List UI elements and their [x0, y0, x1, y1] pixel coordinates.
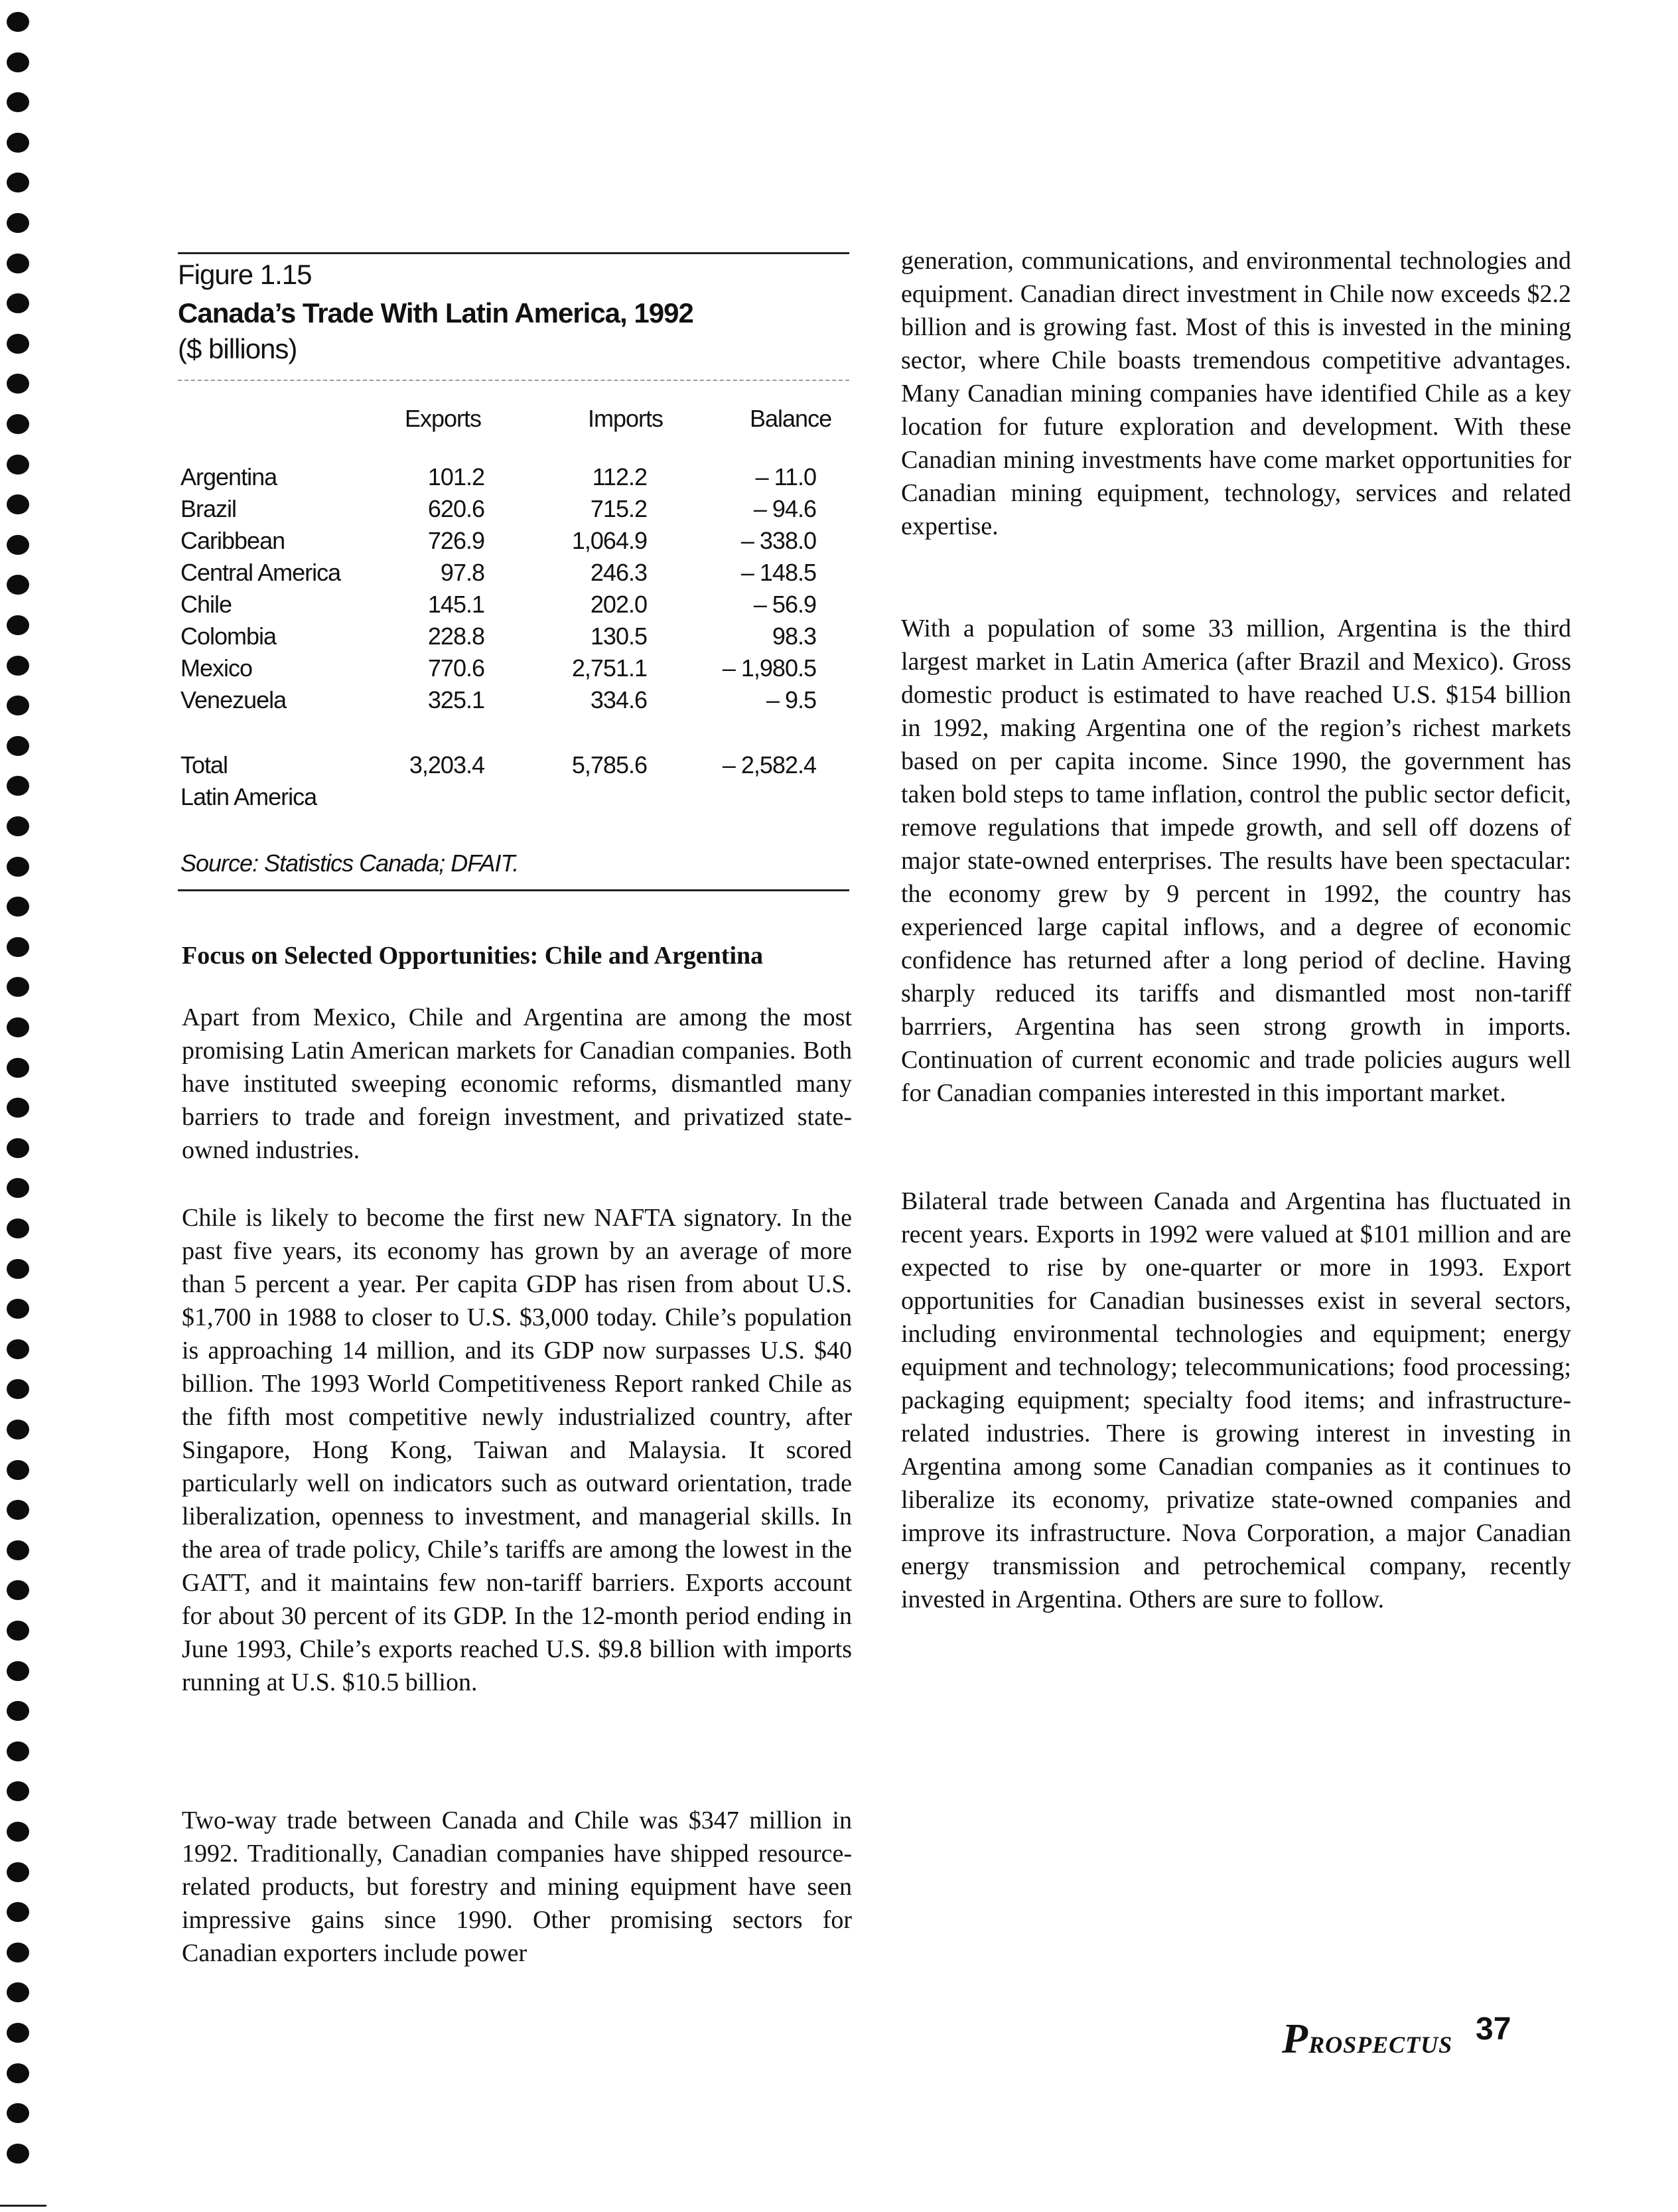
row-exports: 325.1 — [427, 686, 484, 713]
row-exports: 97.8 — [440, 559, 484, 586]
row-balance: – 1,980.5 — [722, 654, 816, 682]
figure-units: ($ billions) — [178, 333, 297, 364]
binding-hole — [7, 1943, 29, 1962]
binding-hole — [7, 12, 29, 32]
binding-hole — [7, 736, 29, 756]
binding-hole — [7, 213, 29, 233]
row-name: Venezuela — [180, 686, 287, 713]
binding-hole — [7, 2103, 29, 2123]
binding-hole — [7, 374, 29, 394]
row-name: Chile — [180, 591, 232, 618]
binding-hole — [7, 1379, 29, 1399]
binding-hole — [7, 1661, 29, 1681]
figure-source: Source: Statistics Canada; DFAIT. — [180, 849, 519, 877]
figure-bottom-rule — [178, 889, 849, 891]
row-exports: 101.2 — [427, 463, 484, 490]
binding-hole — [7, 656, 29, 676]
paragraph-canada-argentina-trade: Bilateral trade between Canada and Argentina has fluctuated in recent years. Exports in 1992 were valued at $101 million and are expected to rise by one-quarter or more in 1993. Export opportunities for Canadian businesses exist in several sectors, including environmental technologies and equipment; energy equipment and technology; telecommunications; food processing; packaging equipment; specialty food items; and infrastructure-related industries. There is growing interest in investing in Argentina among some Canadian companies as it continues to liberalize its economy, privatize state-owned companies and improve its infrastructure. Nova Corporation, a major Canadian energy transmission and petrochemical company, recently invested in Argentina. Others are sure to follow. — [901, 1187, 1571, 1613]
binding-hole — [7, 1017, 29, 1037]
row-name: Brazil — [180, 495, 237, 522]
binding-hole — [7, 293, 29, 313]
binding-hole — [7, 776, 29, 796]
row-name: Argentina — [180, 463, 277, 490]
column-header-exports: Exports — [405, 405, 482, 432]
total-balance: – 2,582.4 — [722, 751, 816, 778]
binding-hole — [7, 1299, 29, 1319]
row-imports: 715.2 — [590, 495, 647, 522]
binding-hole — [7, 1098, 29, 1118]
binding-hole — [7, 1580, 29, 1600]
row-balance: – 9.5 — [766, 686, 816, 713]
binding-hole — [7, 816, 29, 836]
binding-hole — [7, 1420, 29, 1439]
binding-hole — [7, 1902, 29, 1922]
binding-hole — [7, 1862, 29, 1882]
row-name: Colombia — [180, 623, 277, 650]
row-balance: – 338.0 — [740, 527, 816, 554]
row-balance: – 94.6 — [753, 495, 816, 522]
paragraph-chile-investment: generation, communications, and environmental technologies and equipment. Canadian direct investment in Chile now exceeds $2.2 billion and is growing fast. Most of this is invested in the mining sector, where Chile boasts tremendous competitive advantages. Many Canadian mining companies have identified Chile as a key location for future exploration and development. With these Canadian mining investments have come market opportunities for Canadian mining equipment, technology, services and related expertise. — [901, 247, 1571, 540]
binding-hole — [7, 857, 29, 877]
figure-title: Canada’s Trade With Latin America, 1992 — [178, 297, 693, 329]
logo-rest: ROSPECTUS — [1308, 2031, 1453, 2058]
row-imports: 130.5 — [590, 623, 647, 650]
column-header-imports: Imports — [588, 405, 664, 432]
binding-hole — [7, 977, 29, 997]
paragraph-canada-chile-trade: Two-way trade between Canada and Chile was $347 million in 1992. Traditionally, Canadian companies have shipped resource-related products, but forestry and mining equipment have seen impressive gains since 1990. Other promising sectors for Canadian exporters include power — [182, 1806, 852, 1967]
binding-hole — [7, 1259, 29, 1279]
section-heading: Focus on Selected Opportunities: Chile and Argentina — [182, 942, 764, 970]
row-imports: 334.6 — [590, 686, 647, 713]
binding-hole — [7, 1218, 29, 1238]
binding-hole — [7, 133, 29, 153]
binding-hole — [7, 615, 29, 635]
paragraph-argentina-economy: With a population of some 33 million, Argentina is the third largest market in Latin America (after Brazil and Mexico). Gross domestic product is estimated to have reached U.S. $154 billion in 1992, making Argentina one of the region’s richest markets based on per capita income. Since 1990, the government has taken bold steps to tame inflation, control the public sector deficit, remove regulations that impede growth, and sell off dozens of major state-owned enterprises. The results have been spectacular: the economy grew by 9 percent in 1992, the country has experienced large capital inflows, and a degree of economic confidence has returned after a long period of decline. Having sharply reduced its tariffs and dismantled most non-tariff barrriers, Argentina has seen strong growth in imports. Continuation of current economic and trade policies augurs well for Canadian companies interested in this important market. — [901, 615, 1571, 1107]
row-imports: 1,064.9 — [571, 527, 647, 554]
binding-hole — [7, 696, 29, 715]
binding-hole — [7, 1781, 29, 1801]
row-exports: 145.1 — [427, 591, 484, 618]
binding-hole — [7, 92, 29, 112]
row-balance: – 148.5 — [740, 559, 816, 586]
figure-number: Figure 1.15 — [178, 259, 312, 290]
total-label: Total — [180, 751, 228, 778]
binding-hole — [7, 2063, 29, 2083]
binding-hole — [7, 494, 29, 514]
row-imports: 2,751.1 — [571, 654, 647, 682]
row-balance: 98.3 — [772, 623, 816, 650]
binding-hole — [7, 1822, 29, 1842]
page-number: 37 — [1476, 2012, 1511, 2047]
total-label-region: Latin America — [180, 783, 317, 810]
binding-hole — [7, 455, 29, 475]
binding-hole — [7, 535, 29, 555]
binding-hole — [7, 1701, 29, 1721]
row-exports: 726.9 — [427, 527, 484, 554]
paragraph-overview: Apart from Mexico, Chile and Argentina are among the most promising Latin American markets for Canadian companies. Both have instituted sweeping economic reforms, dismantled many barriers to trade and foreign investment, and privatized state-owned industries. — [182, 1003, 852, 1164]
binding-hole — [7, 2023, 29, 2043]
row-balance: – 56.9 — [753, 591, 816, 618]
binding-hole — [7, 1982, 29, 2002]
row-balance: – 11.0 — [755, 463, 816, 490]
row-exports: 770.6 — [427, 654, 484, 682]
row-imports: 246.3 — [590, 559, 647, 586]
figure-top-rule — [178, 252, 849, 254]
row-imports: 112.2 — [592, 463, 647, 490]
binding-hole — [7, 897, 29, 917]
binding-hole — [7, 414, 29, 434]
binding-hole — [7, 1178, 29, 1198]
binding-hole — [7, 1741, 29, 1761]
paragraph-chile-economy: Chile is likely to become the first new NAFTA signatory. In the past five years, its economy has grown by an average of more than 5 percent a year. Per capita GDP has risen from about U.S. $1,700 in 1988 to closer to U.S. $3,000 today. Chile’s population is approaching 14 million, and its GDP now surpasses U.S. $40 billion. The 1993 World Competitiveness Report ranked Chile as the fifth most competitive newly industrialized country, after Singapore, Hong Kong, Taiwan and Malaysia. It scored particularly well on indicators such as outward orientation, trade liberalization, openness to investment, and managerial skills. In the area of trade policy, Chile’s tariffs are among the lowest in the GATT, and it maintains few non-tariff barriers. Exports account for about 30 percent of its GDP. In the 12-month period ending in June 1993, Chile’s exports reached U.S. $9.8 billion with imports running at U.S. $10.5 billion. — [182, 1204, 852, 1696]
row-exports: 228.8 — [427, 623, 484, 650]
row-imports: 202.0 — [590, 591, 647, 618]
logo-initial: P — [1282, 2015, 1309, 2062]
binding-holes — [7, 12, 31, 2195]
binding-hole — [7, 1058, 29, 1078]
figure-dashed-rule — [178, 380, 849, 381]
binding-hole — [7, 937, 29, 957]
binding-hole — [7, 1500, 29, 1520]
prospectus-logo — [1282, 2014, 1452, 2063]
page-corner-line — [0, 2205, 46, 2207]
binding-hole — [7, 1460, 29, 1480]
binding-hole — [7, 1540, 29, 1560]
binding-hole — [7, 254, 29, 273]
binding-hole — [7, 1138, 29, 1158]
row-name: Mexico — [180, 654, 253, 682]
binding-hole — [7, 1339, 29, 1359]
binding-hole — [7, 575, 29, 595]
row-exports: 620.6 — [427, 495, 484, 522]
total-imports: 5,785.6 — [571, 751, 647, 778]
total-exports: 3,203.4 — [409, 751, 484, 778]
binding-hole — [7, 52, 29, 72]
column-header-balance: Balance — [750, 405, 832, 432]
binding-hole — [7, 1621, 29, 1641]
row-name: Central America — [180, 559, 341, 586]
binding-hole — [7, 173, 29, 192]
binding-hole — [7, 334, 29, 354]
row-name: Caribbean — [180, 527, 285, 554]
binding-hole — [7, 2144, 29, 2164]
